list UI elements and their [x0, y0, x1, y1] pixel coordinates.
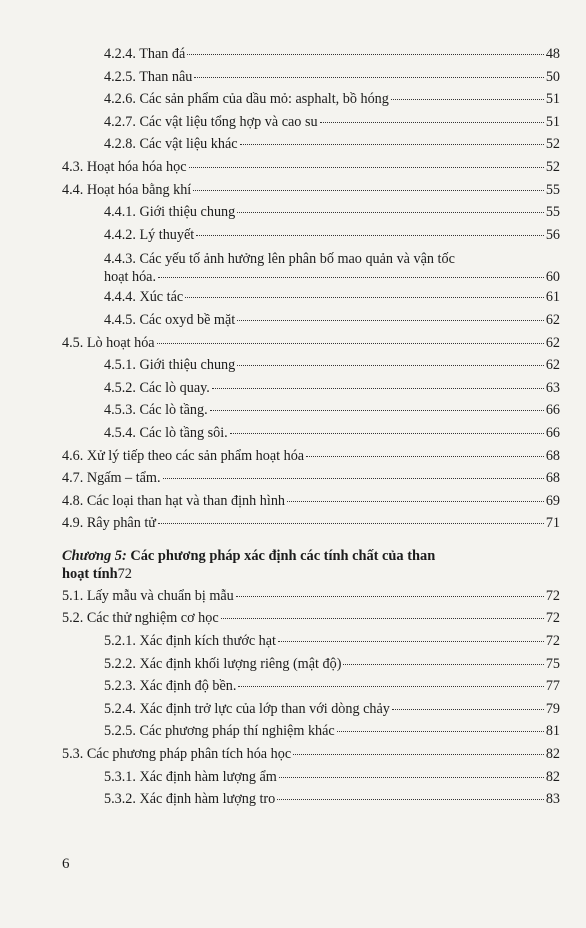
- toc-leader-dots: [238, 686, 543, 687]
- toc-entry: [62, 289, 560, 312]
- toc-entry-page: 72: [545, 633, 560, 650]
- toc-entry-title: 4.2.7. Các vật liệu tổng hợp và cao su: [104, 113, 318, 130]
- toc-entry: [62, 357, 560, 380]
- toc-entry-page: 55: [545, 204, 560, 221]
- toc-entry-title: 4.4. Hoạt hóa bằng khí: [62, 181, 192, 198]
- chapter-page: 72: [117, 565, 132, 582]
- toc-leader-dots: [187, 54, 544, 55]
- toc-entry: [62, 769, 560, 792]
- toc-entry-title: 4.9. Rây phân tử: [62, 515, 156, 532]
- toc-entry: [62, 678, 560, 701]
- toc-leader-dots: [293, 754, 544, 755]
- toc-leader-dots: [230, 433, 544, 434]
- toc-entry-title: 4.5.2. Các lò quay.: [104, 379, 210, 396]
- toc-entry-page: 48: [545, 46, 560, 62]
- chapter-label: Chương 5:: [62, 547, 127, 564]
- toc-entry-title: 4.5. Lò hoạt hóa: [62, 334, 155, 351]
- toc-leader-dots: [157, 343, 544, 344]
- toc-entry-title: 5.2.5. Các phương pháp thí nghiệm khác: [104, 723, 335, 740]
- toc-leader-dots: [337, 731, 544, 732]
- toc-entry-page: 50: [545, 68, 560, 85]
- toc-entry-page: 75: [545, 655, 560, 672]
- toc-entry-title: 4.4.1. Giới thiệu chung: [104, 204, 236, 221]
- toc-leader-dots: [221, 618, 544, 619]
- toc-leader-dots: [279, 777, 544, 778]
- toc-entry: [62, 380, 560, 403]
- toc-entry: [62, 746, 560, 769]
- toc-entry-title: 5.2.4. Xác định trở lực của lớp than với dòng chảy: [104, 700, 390, 717]
- toc-leader-dots: [163, 478, 544, 479]
- toc-entry-title: 4.4.5. Các oxyd bề mặt: [104, 311, 236, 328]
- toc-leader-dots: [237, 320, 544, 321]
- toc-entry: [62, 46, 560, 69]
- toc-entry-page: 79: [545, 700, 560, 717]
- toc-entry-page: 82: [545, 768, 560, 785]
- toc-entry: [62, 493, 560, 516]
- toc-entry-title-line2: hoạt hóa.: [104, 269, 157, 286]
- toc-entry-page: 68: [545, 447, 560, 464]
- toc-entry-page: 77: [545, 678, 560, 695]
- toc-leader-dots: [277, 799, 544, 800]
- toc-leader-dots: [193, 190, 544, 191]
- toc-leader-dots: [287, 501, 544, 502]
- toc-leader-dots: [196, 235, 544, 236]
- toc-entry: [62, 312, 560, 335]
- toc-entry-page: 83: [545, 791, 560, 808]
- toc-leader-dots: [210, 410, 544, 411]
- toc-entry-page: 69: [545, 492, 560, 509]
- toc-entry: [62, 588, 560, 611]
- toc-entry: [62, 448, 560, 471]
- toc-leader-dots: [306, 456, 544, 457]
- toc-entry: [62, 656, 560, 679]
- toc-leader-dots: [212, 388, 544, 389]
- toc-entry: [62, 204, 560, 227]
- toc-leader-dots: [237, 212, 544, 213]
- toc-entry: [62, 159, 560, 182]
- toc-entry-title: 4.3. Hoạt hóa hóa học: [62, 158, 187, 175]
- toc-entry: [62, 402, 560, 425]
- toc-entry-page: 52: [545, 158, 560, 175]
- toc-entry-page: 82: [545, 746, 560, 763]
- toc-entry-page: 61: [545, 289, 560, 306]
- toc-entry-title: 5.2.2. Xác định khối lượng riêng (mật độ): [104, 655, 342, 672]
- toc-entry: [62, 791, 560, 814]
- toc-leader-dots: [240, 144, 544, 145]
- toc-entry-page: 72: [545, 610, 560, 627]
- toc-entry-title-line1: 4.4.3. Các yếu tố ảnh hưởng lên phân bố mao quản và vận tốc: [104, 251, 455, 268]
- toc-leader-dots: [236, 596, 544, 597]
- toc-entry-title: 4.5.4. Các lò tầng sôi.: [104, 424, 228, 441]
- toc-entry-title-line2-row: [104, 269, 560, 289]
- toc-leader-dots: [237, 365, 544, 366]
- toc-entry: [62, 425, 560, 448]
- toc-entry: [62, 633, 560, 656]
- toc-entry-title: 5.3.2. Xác định hàm lượng tro: [104, 791, 276, 808]
- toc-entry-page: 55: [545, 181, 560, 198]
- toc-entry: [62, 335, 560, 358]
- toc-entry-page: 62: [545, 334, 560, 351]
- toc-entry: [62, 227, 560, 250]
- page-number: 6: [62, 856, 70, 872]
- toc-entry: [62, 69, 560, 92]
- toc-entry: [62, 515, 560, 538]
- toc-entry-title: 4.4.4. Xúc tác: [104, 289, 184, 306]
- chapter-title-line2: hoạt tính: [62, 565, 118, 582]
- toc-block-chapter4-part2: [62, 289, 560, 538]
- toc-entry: [62, 610, 560, 633]
- toc-entry-title: 5.3.1. Xác định hàm lượng ẩm: [104, 768, 277, 785]
- chapter-heading-line2: [62, 566, 560, 588]
- toc-leader-dots: [185, 297, 544, 298]
- toc-entry-page: 62: [545, 311, 560, 328]
- toc-entry-title: 4.4.2. Lý thuyết: [104, 226, 195, 243]
- toc-entry: [62, 114, 560, 137]
- toc-leader-dots: [189, 167, 544, 168]
- chapter-title-line1: Các phương pháp xác định các tính chất của than: [130, 547, 436, 564]
- toc-entry: [62, 723, 560, 746]
- toc-entry-title: 5.3. Các phương pháp phân tích hóa học: [62, 746, 292, 763]
- toc-entry-page: 63: [545, 379, 560, 396]
- toc-entry-wrapped: [62, 249, 560, 289]
- toc-entry: [62, 182, 560, 205]
- toc-chapter-heading: [62, 546, 560, 588]
- toc-entry-title: 4.2.8. Các vật liệu khác: [104, 136, 238, 153]
- toc-entry-page: 66: [545, 424, 560, 441]
- toc-block-chapter5: [62, 588, 560, 814]
- toc-leader-dots: [158, 277, 544, 278]
- toc-entry-title: 4.2.4. Than đá: [104, 46, 186, 62]
- toc-entry-title: 4.5.1. Giới thiệu chung: [104, 357, 236, 374]
- toc-entry-title: 5.2. Các thử nghiệm cơ học: [62, 610, 219, 627]
- toc-leader-dots: [320, 122, 544, 123]
- toc-entry-page: 72: [545, 587, 560, 604]
- toc-entry-title: 5.1. Lấy mẫu và chuẩn bị mẫu: [62, 587, 234, 604]
- toc-entry: [62, 91, 560, 114]
- toc-entry-page: 62: [545, 357, 560, 374]
- toc-entry-title: 4.7. Ngấm – tẩm.: [62, 470, 161, 487]
- toc-entry-title: 4.8. Các loại than hạt và than định hình: [62, 492, 286, 509]
- chapter-heading-line1: [62, 546, 560, 566]
- toc-leader-dots: [392, 709, 544, 710]
- toc-entry-page: 60: [545, 269, 560, 286]
- toc-leader-dots: [194, 77, 543, 78]
- toc-entry-page: 51: [545, 113, 560, 130]
- toc-entry-page: 71: [545, 515, 560, 532]
- toc-entry-page: 68: [545, 470, 560, 487]
- toc-entry-title: 4.5.3. Các lò tầng.: [104, 402, 208, 419]
- toc-entry-title: 4.2.5. Than nâu: [104, 68, 193, 85]
- toc-entry: [62, 701, 560, 724]
- toc-leader-dots: [343, 664, 543, 665]
- table-of-contents: [62, 46, 560, 814]
- toc-entry-title: 4.6. Xử lý tiếp theo các sản phẩm hoạt hóa: [62, 447, 305, 464]
- toc-entry-title: 5.2.1. Xác định kích thước hạt: [104, 633, 277, 650]
- toc-entry-page: 51: [545, 91, 560, 108]
- toc-leader-dots: [278, 641, 544, 642]
- toc-entry-page: 56: [545, 226, 560, 243]
- toc-entry: [62, 470, 560, 493]
- toc-entry-title: 4.2.6. Các sản phẩm của dầu mỏ: asphalt, bồ hóng: [104, 91, 389, 108]
- toc-leader-dots: [158, 523, 544, 524]
- toc-entry-title: 5.2.3. Xác định độ bền.: [104, 678, 237, 695]
- toc-block-chapter4-part1: [62, 46, 560, 249]
- toc-entry-page: 52: [545, 136, 560, 153]
- toc-entry: [62, 136, 560, 159]
- toc-leader-dots: [391, 99, 544, 100]
- toc-entry-page: 66: [545, 402, 560, 419]
- toc-entry-page: 81: [545, 723, 560, 740]
